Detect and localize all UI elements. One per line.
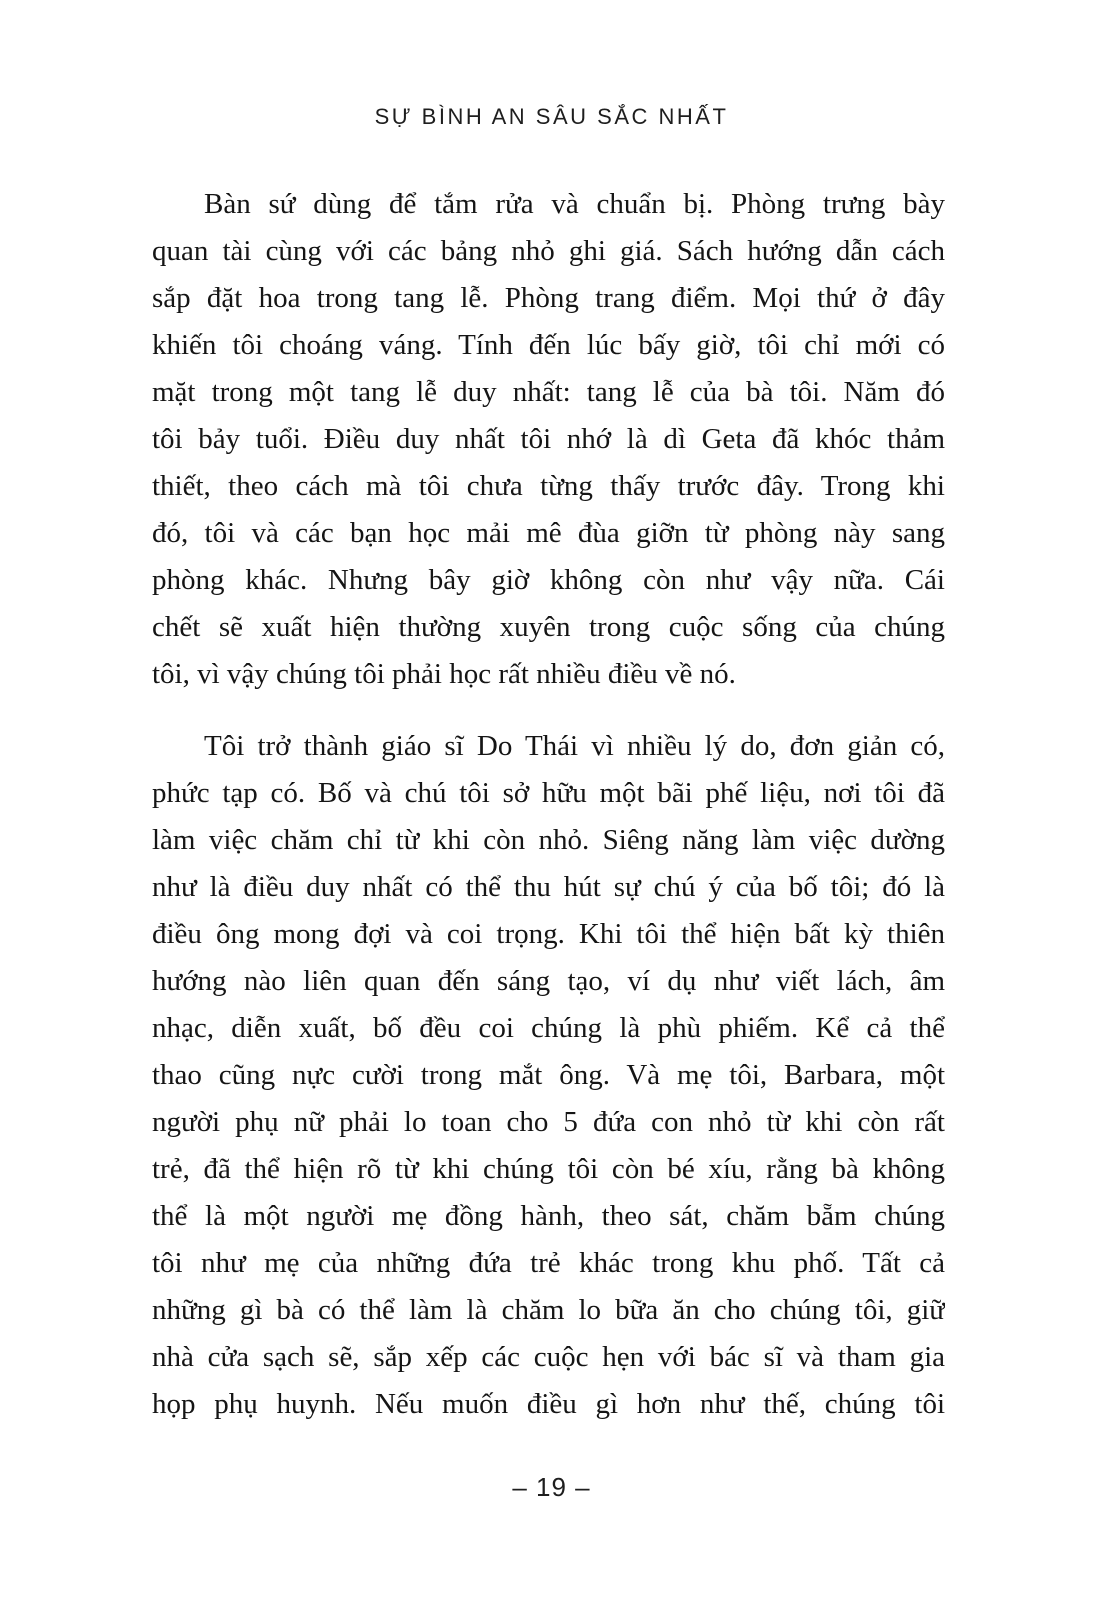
text-line: những gì bà có thể làm là chăm lo bữa ăn cho chúng tôi, giữ	[152, 1294, 945, 1326]
text-line: Bàn sứ dùng để tắm rửa và chuẩn bị. Phòng trưng bày	[204, 188, 945, 220]
text-line: chết sẽ xuất hiện thường xuyên trong cuộc sống của chúng	[152, 611, 945, 643]
paragraph	[152, 723, 945, 1428]
text-line: điều ông mong đợi và coi trọng. Khi tôi thể hiện bất kỳ thiên	[152, 918, 945, 950]
page-body-text	[152, 181, 945, 1428]
text-line: tôi, vì vậy chúng tôi phải học rất nhiều điều về nó.	[152, 658, 736, 690]
text-line: nhạc, diễn xuất, bố đều coi chúng là phù phiếm. Kể cả thể	[152, 1012, 945, 1044]
paragraph	[152, 181, 945, 698]
text-line: đó, tôi và các bạn học mải mê đùa giỡn từ phòng này sang	[152, 517, 945, 549]
text-line: làm việc chăm chỉ từ khi còn nhỏ. Siêng năng làm việc dường	[152, 824, 945, 856]
text-line: quan tài cùng với các bảng nhỏ ghi giá. Sách hướng dẫn cách	[152, 235, 945, 267]
text-line: thao cũng nực cười trong mắt ông. Và mẹ tôi, Barbara, một	[152, 1059, 945, 1091]
text-line: tôi như mẹ của những đứa trẻ khác trong khu phố. Tất cả	[152, 1247, 945, 1279]
text-line: mặt trong một tang lễ duy nhất: tang lễ của bà tôi. Năm đó	[152, 376, 945, 408]
text-line: thiết, theo cách mà tôi chưa từng thấy trước đây. Trong khi	[152, 470, 945, 502]
text-line: tôi bảy tuổi. Điều duy nhất tôi nhớ là dì Geta đã khóc thảm	[152, 423, 945, 455]
text-line: sắp đặt hoa trong tang lễ. Phòng trang điểm. Mọi thứ ở đây	[152, 282, 945, 314]
text-line: phức tạp có. Bố và chú tôi sở hữu một bãi phế liệu, nơi tôi đã	[152, 777, 945, 809]
text-line: khiến tôi choáng váng. Tính đến lúc bấy giờ, tôi chỉ mới có	[152, 329, 945, 361]
text-line: trẻ, đã thể hiện rõ từ khi chúng tôi còn bé xíu, rằng bà không	[152, 1153, 945, 1185]
text-line: phòng khác. Nhưng bây giờ không còn như vậy nữa. Cái	[152, 564, 945, 596]
text-line: như là điều duy nhất có thể thu hút sự chú ý của bố tôi; đó là	[152, 871, 945, 903]
text-line: nhà cửa sạch sẽ, sắp xếp các cuộc hẹn với bác sĩ và tham gia	[152, 1341, 945, 1373]
text-line: hướng nào liên quan đến sáng tạo, ví dụ như viết lách, âm	[152, 965, 945, 997]
text-line: thể là một người mẹ đồng hành, theo sát, chăm bẵm chúng	[152, 1200, 945, 1232]
page-number: – 19 –	[512, 1472, 591, 1502]
text-line: họp phụ huynh. Nếu muốn điều gì hơn như thế, chúng tôi	[152, 1388, 945, 1420]
text-line: Tôi trở thành giáo sĩ Do Thái vì nhiều lý do, đơn giản có,	[204, 730, 945, 762]
running-header-title: SỰ BÌNH AN SÂU SẮC NHẤT	[374, 104, 729, 129]
text-line: người phụ nữ phải lo toan cho 5 đứa con nhỏ từ khi còn rất	[152, 1106, 945, 1138]
